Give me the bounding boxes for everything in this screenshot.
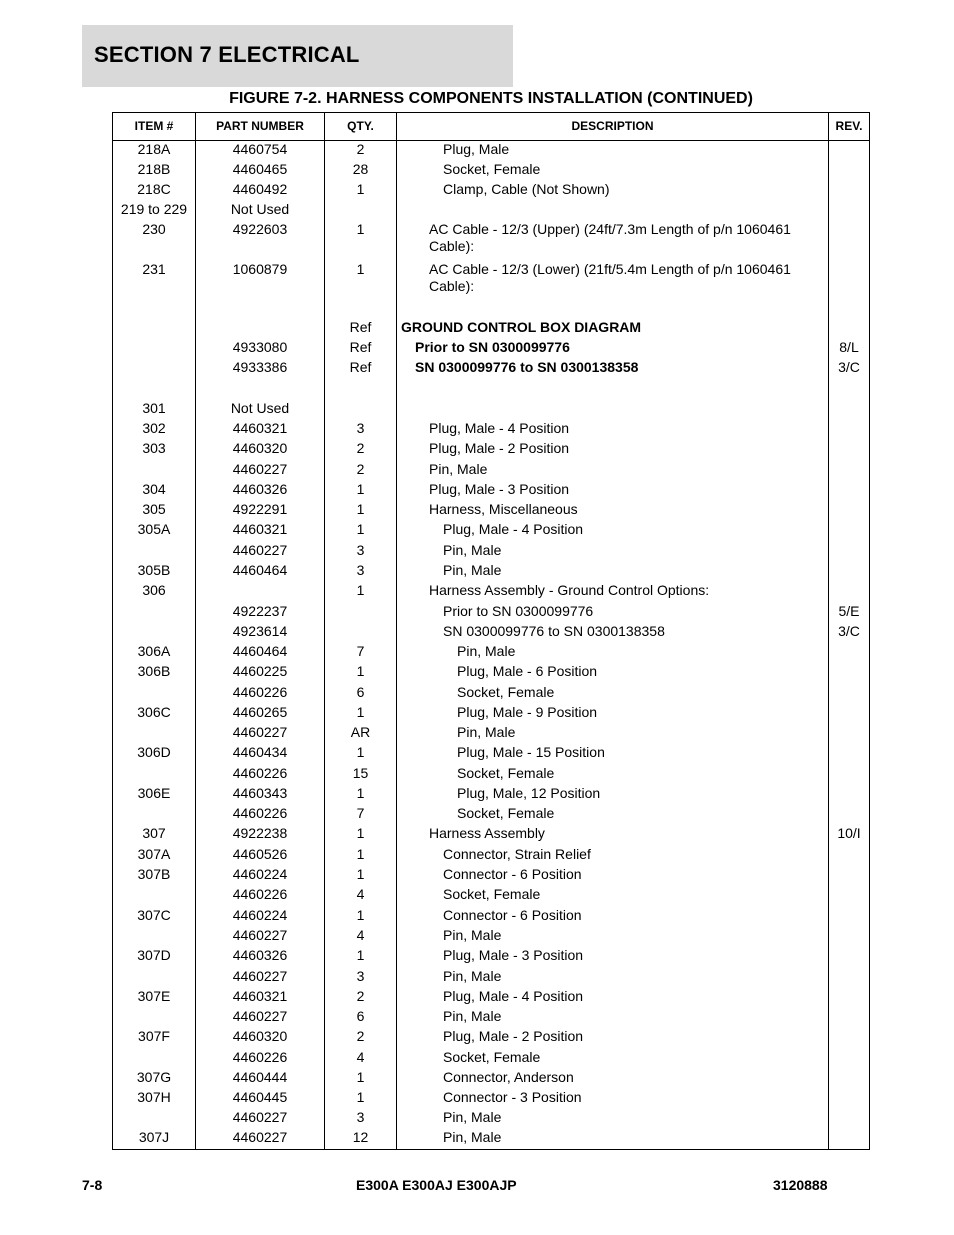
cell-qty: 2 xyxy=(356,440,365,456)
cell-rev: 3/C xyxy=(838,623,860,639)
cell-description: SN 0300099776 to SN 0300138358 xyxy=(415,359,639,375)
cell-qty: 1 xyxy=(356,744,365,760)
cell-item: 307D xyxy=(137,947,171,963)
cell-description: Pin, Male xyxy=(443,927,502,943)
cell-description: Pin, Male xyxy=(443,562,502,578)
cell-item: 218A xyxy=(137,141,171,157)
cell-qty: 1 xyxy=(356,582,365,598)
cell-part-number: 4460320 xyxy=(232,1028,288,1044)
cell-qty: 1 xyxy=(356,501,365,517)
cell-item: 307 xyxy=(142,825,166,841)
cell-description: Connector - 6 Position xyxy=(443,907,582,923)
cell-rev: 10/I xyxy=(837,825,861,841)
cell-description: Connector, Strain Relief xyxy=(443,846,591,862)
cell-rev: 8/L xyxy=(839,339,859,355)
cell-part-number: 4460321 xyxy=(232,988,288,1004)
cell-qty: 3 xyxy=(356,542,365,558)
cell-description: Pin, Male xyxy=(443,1129,502,1145)
cell-description: Pin, Male xyxy=(443,968,502,984)
header-qty: QTY. xyxy=(347,119,374,133)
cell-description: Pin, Male xyxy=(443,1109,502,1125)
cell-description: Harness Assembly - Ground Control Options: xyxy=(429,582,710,598)
cell-part-number: 4922603 xyxy=(232,221,288,237)
cell-qty: 12 xyxy=(352,1129,369,1145)
cell-description: Socket, Female xyxy=(457,684,555,700)
cell-item: 306E xyxy=(137,785,171,801)
header-part-number: PART NUMBER xyxy=(216,119,304,133)
cell-part-number: 4460227 xyxy=(232,542,288,558)
cell-description: Socket, Female xyxy=(443,1049,541,1065)
cell-item: 307F xyxy=(138,1028,170,1044)
cell-description: Clamp, Cable (Not Shown) xyxy=(443,181,610,197)
cell-description: Plug, Male - 2 Position xyxy=(443,1028,584,1044)
cell-part-number: 4460227 xyxy=(232,968,288,984)
cell-item: 302 xyxy=(142,420,166,436)
cell-part-number: 4460227 xyxy=(232,724,288,740)
cell-part-number: 4933386 xyxy=(232,359,288,375)
cell-description: Pin, Male xyxy=(443,1008,502,1024)
cell-item: 306A xyxy=(137,643,171,659)
cell-part-number: 4460526 xyxy=(232,846,288,862)
cell-description: Socket, Female xyxy=(457,765,555,781)
figure-title: FIGURE 7-2. HARNESS COMPONENTS INSTALLATION (CONTINUED) xyxy=(229,90,753,107)
cell-qty: Ref xyxy=(349,319,372,335)
cell-part-number: 4923614 xyxy=(232,623,288,639)
cell-qty: 2 xyxy=(356,988,365,1004)
cell-part-number: 4460227 xyxy=(232,1129,288,1145)
cell-item: 306B xyxy=(137,663,171,679)
cell-qty: 6 xyxy=(356,1008,365,1024)
cell-item: 219 to 229 xyxy=(120,201,188,217)
cell-description: Harness Assembly xyxy=(429,825,545,841)
cell-qty: 1 xyxy=(356,181,365,197)
cell-description: Plug, Male - 6 Position xyxy=(457,663,598,679)
cell-item: 307J xyxy=(138,1129,170,1145)
cell-qty: 1 xyxy=(356,261,365,277)
cell-item: 301 xyxy=(142,400,166,416)
cell-description: GROUND CONTROL BOX DIAGRAM xyxy=(401,319,642,335)
section-banner xyxy=(82,25,513,87)
cell-item: 218B xyxy=(137,161,171,177)
cell-item: 307G xyxy=(136,1069,172,1085)
cell-qty: 1 xyxy=(356,663,365,679)
header-rev: REV. xyxy=(835,119,863,133)
cell-description: Connector - 3 Position xyxy=(443,1089,582,1105)
cell-item: 305A xyxy=(137,521,171,537)
cell-qty: 1 xyxy=(356,1089,365,1105)
cell-rev: 5/E xyxy=(838,603,860,619)
cell-description: Plug, Male - 4 Position xyxy=(429,420,570,436)
cell-item: 307A xyxy=(137,846,171,862)
cell-part-number: 4460226 xyxy=(232,684,288,700)
cell-part-number: Not Used xyxy=(230,400,290,416)
cell-qty: 2 xyxy=(356,461,365,477)
cell-part-number: 4460464 xyxy=(232,562,288,578)
cell-rev: 3/C xyxy=(838,359,860,375)
header-description: DESCRIPTION xyxy=(571,119,654,133)
cell-description: Prior to SN 0300099776 xyxy=(415,339,570,355)
cell-part-number: 4460265 xyxy=(232,704,288,720)
cell-part-number: 4922237 xyxy=(232,603,288,619)
cell-part-number: 4460227 xyxy=(232,461,288,477)
cell-qty: 3 xyxy=(356,420,365,436)
cell-item: 305B xyxy=(137,562,171,578)
cell-qty: 1 xyxy=(356,846,365,862)
cell-part-number: 4460226 xyxy=(232,765,288,781)
cell-item: 305 xyxy=(142,501,166,517)
cell-qty: 1 xyxy=(356,481,365,497)
cell-item: 306C xyxy=(137,704,171,720)
cell-part-number: 4460227 xyxy=(232,1008,288,1024)
cell-qty: 3 xyxy=(356,1109,365,1125)
cell-description: Plug, Male - 2 Position xyxy=(429,440,570,456)
cell-qty: 1 xyxy=(356,825,365,841)
model-names: E300A E300AJ E300AJP xyxy=(356,1177,517,1193)
cell-part-number: 4460320 xyxy=(232,440,288,456)
cell-item: 306 xyxy=(142,582,166,598)
cell-description: Connector - 6 Position xyxy=(443,866,582,882)
table-header xyxy=(113,113,869,141)
cell-item: 218C xyxy=(137,181,171,197)
cell-description: Prior to SN 0300099776 xyxy=(443,603,594,619)
cell-qty: Ref xyxy=(349,359,372,375)
cell-item: 306D xyxy=(137,744,171,760)
cell-description: Plug, Male - 4 Position xyxy=(443,988,584,1004)
cell-qty: 1 xyxy=(356,947,365,963)
cell-qty: 3 xyxy=(356,562,365,578)
cell-part-number: 4460444 xyxy=(232,1069,288,1085)
cell-part-number: 4460754 xyxy=(232,141,288,157)
cell-description: SN 0300099776 to SN 0300138358 xyxy=(443,623,665,639)
cell-item: 303 xyxy=(142,440,166,456)
cell-part-number: 4460227 xyxy=(232,927,288,943)
cell-part-number: 4460226 xyxy=(232,1049,288,1065)
cell-description: Pin, Male xyxy=(429,461,488,477)
cell-part-number: 4460465 xyxy=(232,161,288,177)
cell-qty: 7 xyxy=(356,805,365,821)
cell-qty: 4 xyxy=(356,886,365,902)
cell-part-number: 4460227 xyxy=(232,1109,288,1125)
cell-description: Plug, Male - 3 Position xyxy=(429,481,570,497)
cell-qty: 4 xyxy=(356,1049,365,1065)
cell-part-number: 4933080 xyxy=(232,339,288,355)
page-number: 7-8 xyxy=(82,1177,103,1193)
cell-qty: 2 xyxy=(356,141,365,157)
cell-part-number: 4460321 xyxy=(232,420,288,436)
cell-description: Pin, Male xyxy=(457,643,516,659)
cell-description: Plug, Male - 3 Position xyxy=(443,947,584,963)
cell-description: Plug, Male - 9 Position xyxy=(457,704,598,720)
cell-description: Plug, Male - 15 Position xyxy=(457,744,605,760)
cell-qty: Ref xyxy=(349,339,372,355)
cell-qty: 2 xyxy=(356,1028,365,1044)
cell-qty: 15 xyxy=(352,765,369,781)
cell-qty: 1 xyxy=(356,221,365,237)
cell-item: 230 xyxy=(142,221,166,237)
cell-description: Socket, Female xyxy=(443,161,541,177)
cell-description: Connector, Anderson xyxy=(443,1069,574,1085)
cell-item: 231 xyxy=(142,261,166,277)
cell-description: Plug, Male xyxy=(443,141,510,157)
cell-qty: 1 xyxy=(356,1069,365,1085)
cell-part-number: 4460224 xyxy=(232,866,288,882)
cell-part-number: Not Used xyxy=(230,201,290,217)
cell-part-number: 4460492 xyxy=(232,181,288,197)
cell-part-number: 4460225 xyxy=(232,663,288,679)
cell-part-number: 4460343 xyxy=(232,785,288,801)
cell-qty: 6 xyxy=(356,684,365,700)
cell-item: 307E xyxy=(137,988,171,1004)
cell-part-number: 4922291 xyxy=(232,501,288,517)
cell-qty: 4 xyxy=(356,927,365,943)
cell-qty: 1 xyxy=(356,907,365,923)
cell-description: AC Cable - 12/3 (Lower) (21ft/5.4m Length of p/n 1060461 Cable): xyxy=(429,261,791,294)
cell-item: 307C xyxy=(137,907,171,923)
cell-description: Harness, Miscellaneous xyxy=(429,501,578,517)
section-title: SECTION 7 ELECTRICAL xyxy=(94,42,360,67)
cell-qty: 3 xyxy=(356,968,365,984)
cell-part-number: 4460226 xyxy=(232,805,288,821)
header-item: ITEM # xyxy=(134,119,174,133)
cell-description: Pin, Male xyxy=(443,542,502,558)
cell-item: 307B xyxy=(137,866,171,882)
cell-qty: 1 xyxy=(356,866,365,882)
cell-qty: 1 xyxy=(356,704,365,720)
cell-description: Socket, Female xyxy=(457,805,555,821)
cell-description: Plug, Male - 4 Position xyxy=(443,521,584,537)
cell-part-number: 1060879 xyxy=(232,261,288,277)
column-divider xyxy=(396,113,397,1149)
parts-table xyxy=(112,112,870,1150)
cell-qty: 1 xyxy=(356,521,365,537)
cell-part-number: 4460326 xyxy=(232,481,288,497)
cell-part-number: 4460226 xyxy=(232,886,288,902)
cell-part-number: 4460321 xyxy=(232,521,288,537)
cell-item: 304 xyxy=(142,481,166,497)
cell-qty: 1 xyxy=(356,785,365,801)
cell-part-number: 4460224 xyxy=(232,907,288,923)
cell-part-number: 4460445 xyxy=(232,1089,288,1105)
cell-qty: AR xyxy=(350,724,371,740)
cell-qty: 7 xyxy=(356,643,365,659)
cell-description: Pin, Male xyxy=(457,724,516,740)
document-number: 3120888 xyxy=(773,1177,828,1193)
cell-part-number: 4460434 xyxy=(232,744,288,760)
cell-description: Plug, Male, 12 Position xyxy=(457,785,601,801)
cell-part-number: 4922238 xyxy=(232,825,288,841)
cell-description: Socket, Female xyxy=(443,886,541,902)
cell-description: AC Cable - 12/3 (Upper) (24ft/7.3m Length of p/n 1060461 Cable): xyxy=(429,221,791,254)
cell-item: 307H xyxy=(137,1089,171,1105)
cell-part-number: 4460326 xyxy=(232,947,288,963)
cell-qty: 28 xyxy=(352,161,369,177)
cell-part-number: 4460464 xyxy=(232,643,288,659)
